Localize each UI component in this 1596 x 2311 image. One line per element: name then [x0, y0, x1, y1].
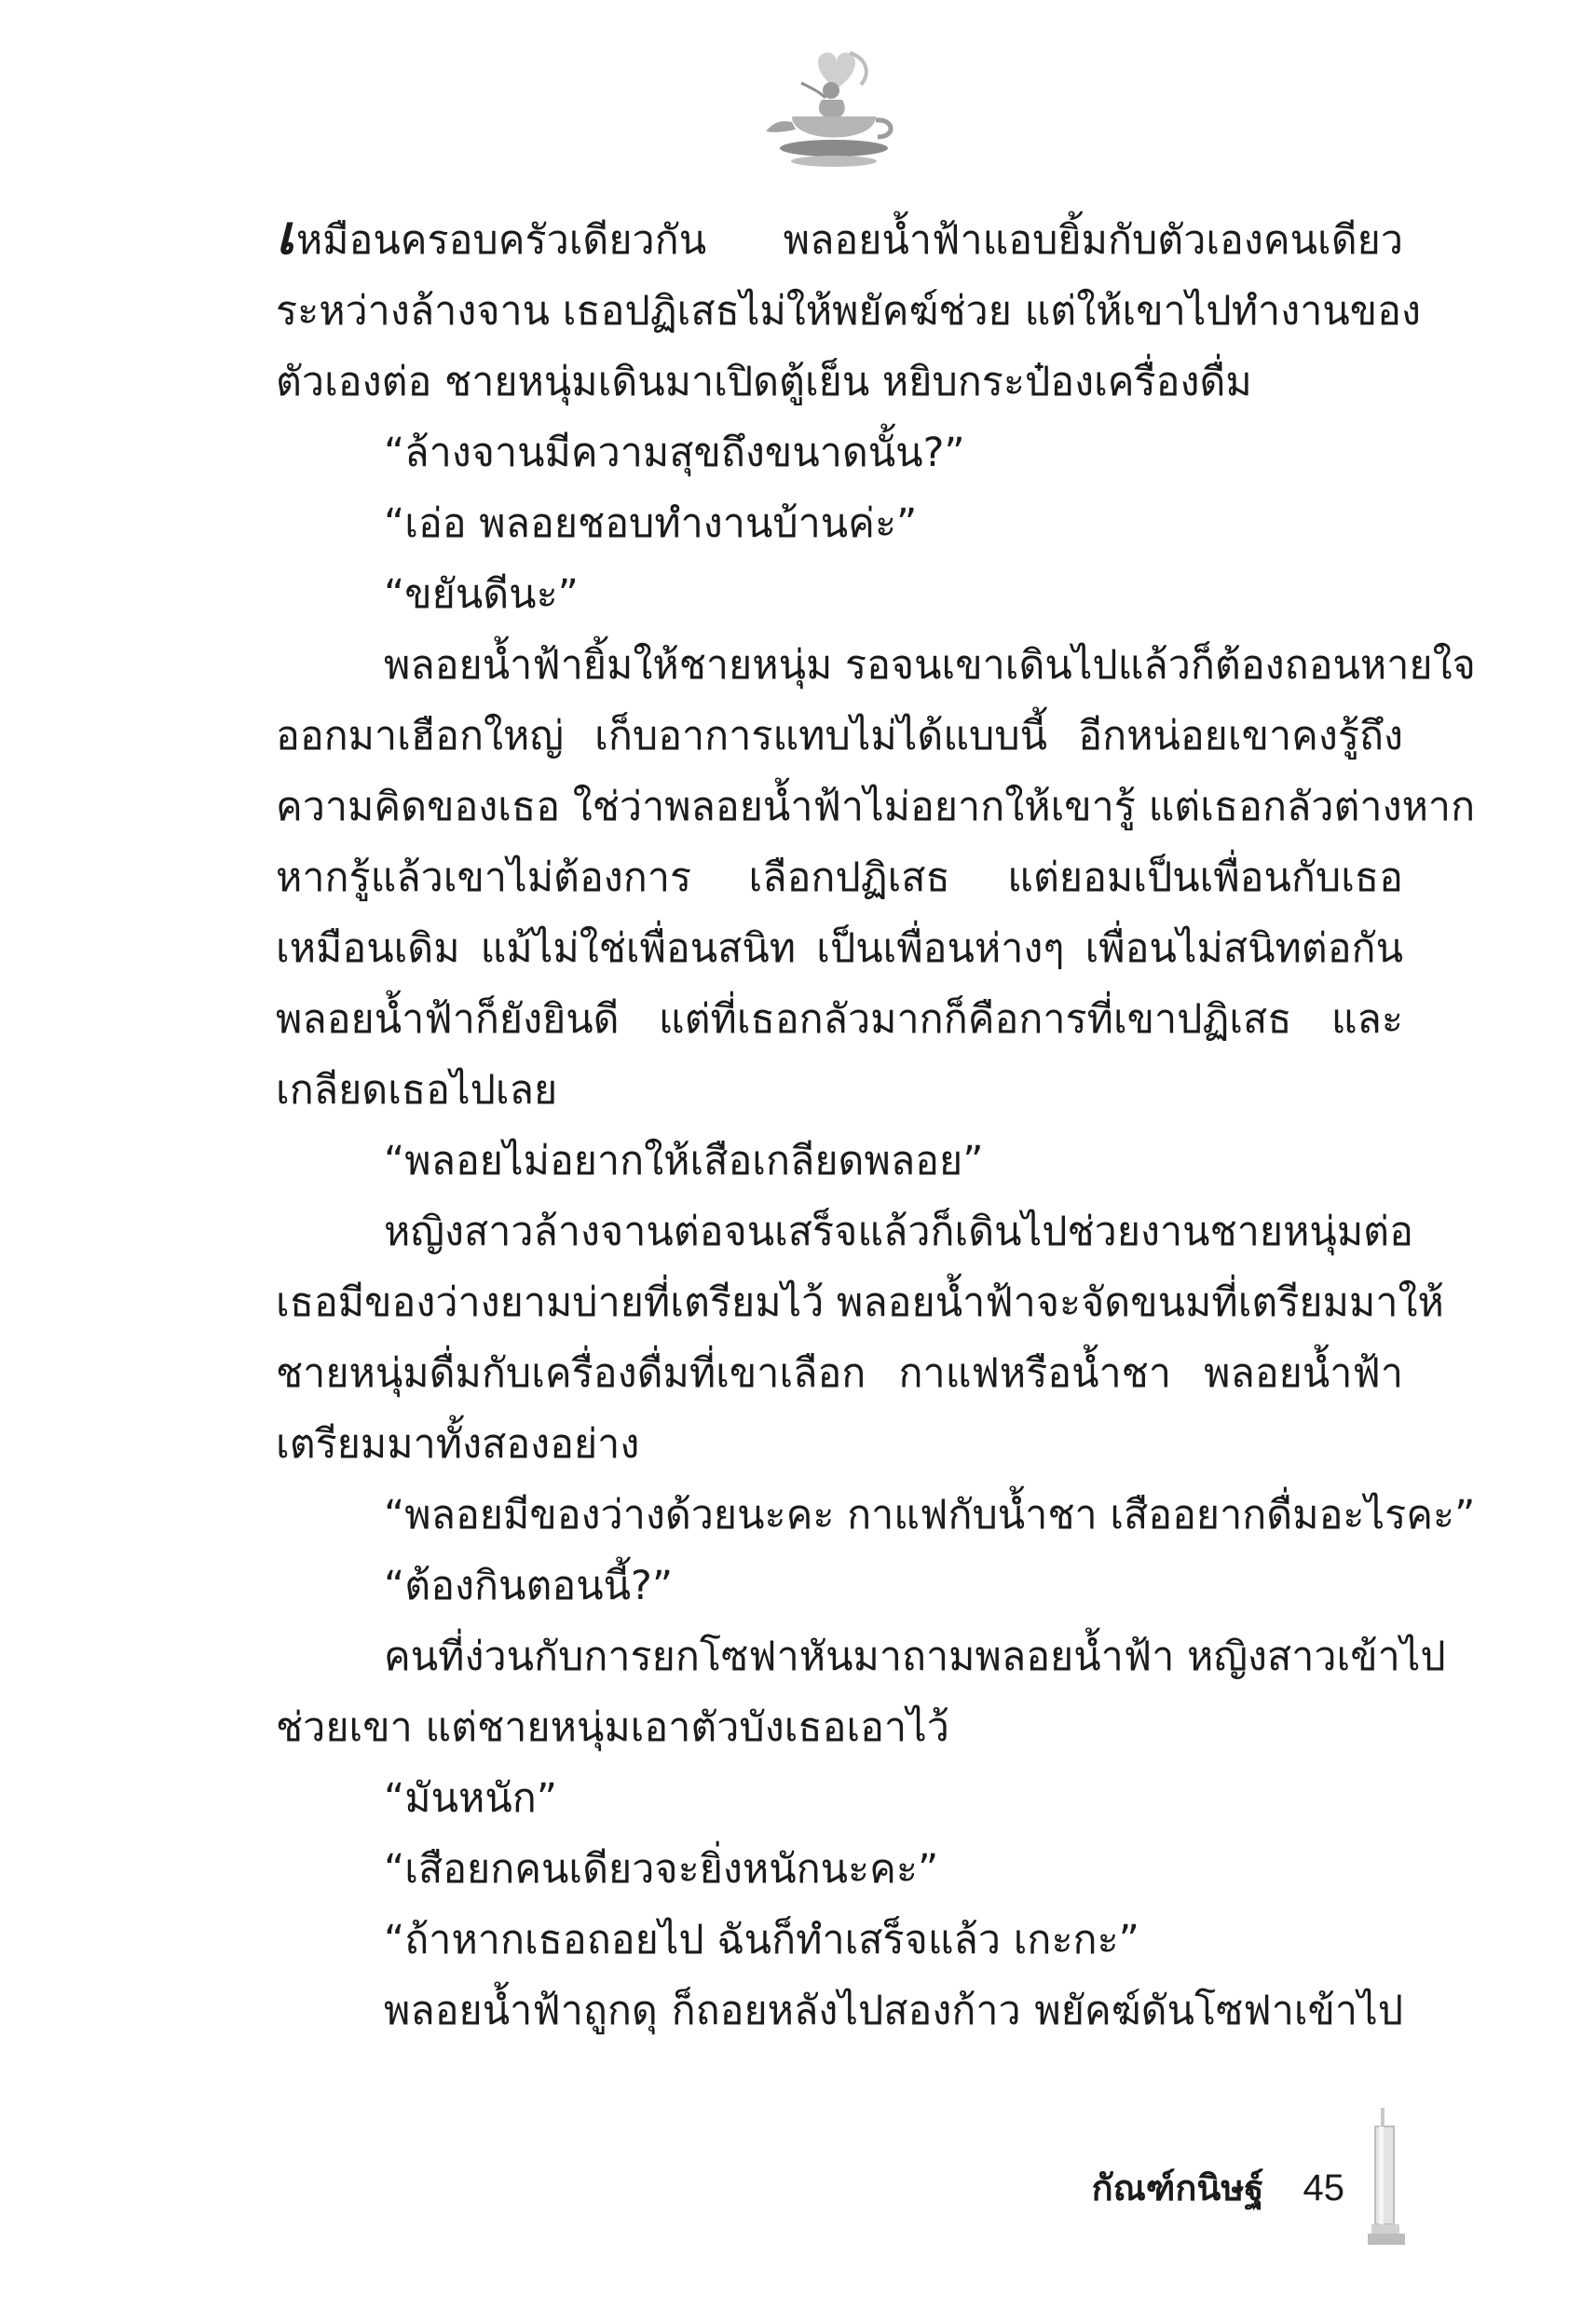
- book-title: กัณฑ์กนิษฐ์: [1091, 2167, 1264, 2208]
- dialogue-line: “พลอยไม่อยากให้เสือเกลียดพลอย”: [384, 1138, 984, 1184]
- text-line: หญิงสาวล้างจานต่อจนเสร็จแล้วก็เดินไปช่วยงานชายหนุ่มต่อ: [384, 1209, 1413, 1255]
- dialogue-line: “มันหนัก”: [384, 1775, 558, 1822]
- text-line: เตรียมมาทั้งสองอย่าง: [276, 1421, 640, 1468]
- dialogue-line: “พลอยมีของว่างด้วยนะคะ กาแฟกับน้ำชา เสืออยากดื่มอะไรคะ”: [384, 1492, 1476, 1538]
- page-number: 45: [1303, 2167, 1344, 2208]
- dialogue-line: “ขยันดีนะ”: [384, 571, 579, 618]
- page-footer: [1092, 2160, 1344, 2216]
- text-line: ระหว่างล้างจาน เธอปฏิเสธไม่ให้พยัคฆ์ช่วย แต่ให้เขาไปทำงานของ: [276, 288, 1421, 335]
- cupid-teapot-ornament-icon: [764, 51, 904, 172]
- text-line: ตัวเองต่อ ชายหนุ่มเดินมาเปิดตู้เย็น หยิบกระป๋องเครื่องดื่ม: [276, 359, 1252, 405]
- text-line: เกลียดเธอไปเลย: [276, 1067, 558, 1114]
- text-line: พลอยน้ำฟ้ายิ้มให้ชายหนุ่ม รอจนเขาเดินไปแล้วก็ต้องถอนหายใจ: [384, 642, 1476, 689]
- dialogue-line: “ล้างจานมีความสุขถึงขนาดนั้น?”: [384, 430, 965, 476]
- text-line: หากรู้แล้วเขาไม่ต้องการ เลือกปฏิเสธ แต่ยอมเป็นเพื่อนกับเธอ: [276, 855, 1403, 901]
- text-line: คนที่ง่วนกับการยกโซฟาหันมาถามพลอยน้ำฟ้า หญิงสาวเข้าไป: [384, 1634, 1446, 1680]
- drop-cap: เ: [276, 203, 294, 267]
- text-line: เธอมีของว่างยามบ่ายที่เตรียมไว้ พลอยน้ำฟ้าจะจัดขนมที่เตรียมมาให้: [276, 1279, 1444, 1326]
- text-line: พลอยน้ำฟ้าถูกดุ ก็ถอยหลังไปสองก้าว พยัคฆ์ดันโซฟาเข้าไป: [384, 1988, 1403, 2034]
- text-line: ออกมาเฮือกใหญ่ เก็บอาการแทบไม่ได้แบบนี้ อีกหน่อยเขาคงรู้ถึง: [276, 713, 1403, 759]
- dialogue-line: “ถ้าหากเธอถอยไป ฉันก็ทำเสร็จแล้ว เกะกะ”: [384, 1917, 1139, 1963]
- pillar-tab-icon: [1368, 2108, 1414, 2248]
- dialogue-line: “เสือยกคนเดียวจะยิ่งหนักนะคะ”: [384, 1846, 939, 1893]
- text-line: เหมือนครอบครัวเดียวกัน พลอยน้ำฟ้าแอบยิ้มกับตัวเองคนเดียว: [276, 203, 1403, 267]
- text-line: ช่วยเขา แต่ชายหนุ่มเอาตัวบังเธอเอาไว้: [276, 1704, 949, 1751]
- text-line: เหมือนเดิม แม้ไม่ใช่เพื่อนสนิท เป็นเพื่อนห่างๆ เพื่อนไม่สนิทต่อกัน: [276, 925, 1403, 972]
- dialogue-line: “เอ่อ พลอยชอบทำงานบ้านค่ะ”: [384, 500, 918, 547]
- dialogue-line: “ต้องกินตอนนี้?”: [384, 1563, 674, 1609]
- text-line: ความคิดของเธอ ใช่ว่าพลอยน้ำฟ้าไม่อยากให้เขารู้ แต่เธอกลัวต่างหาก: [276, 784, 1476, 830]
- text-line: พลอยน้ำฟ้าก็ยังยินดี แต่ที่เธอกลัวมากก็คือการที่เขาปฏิเสธ และ: [276, 996, 1403, 1043]
- text-line: ชายหนุ่มดื่มกับเครื่องดื่มที่เขาเลือก กาแฟหรือน้ำชา พลอยน้ำฟ้า: [276, 1350, 1403, 1397]
- body-text: [276, 203, 1476, 2046]
